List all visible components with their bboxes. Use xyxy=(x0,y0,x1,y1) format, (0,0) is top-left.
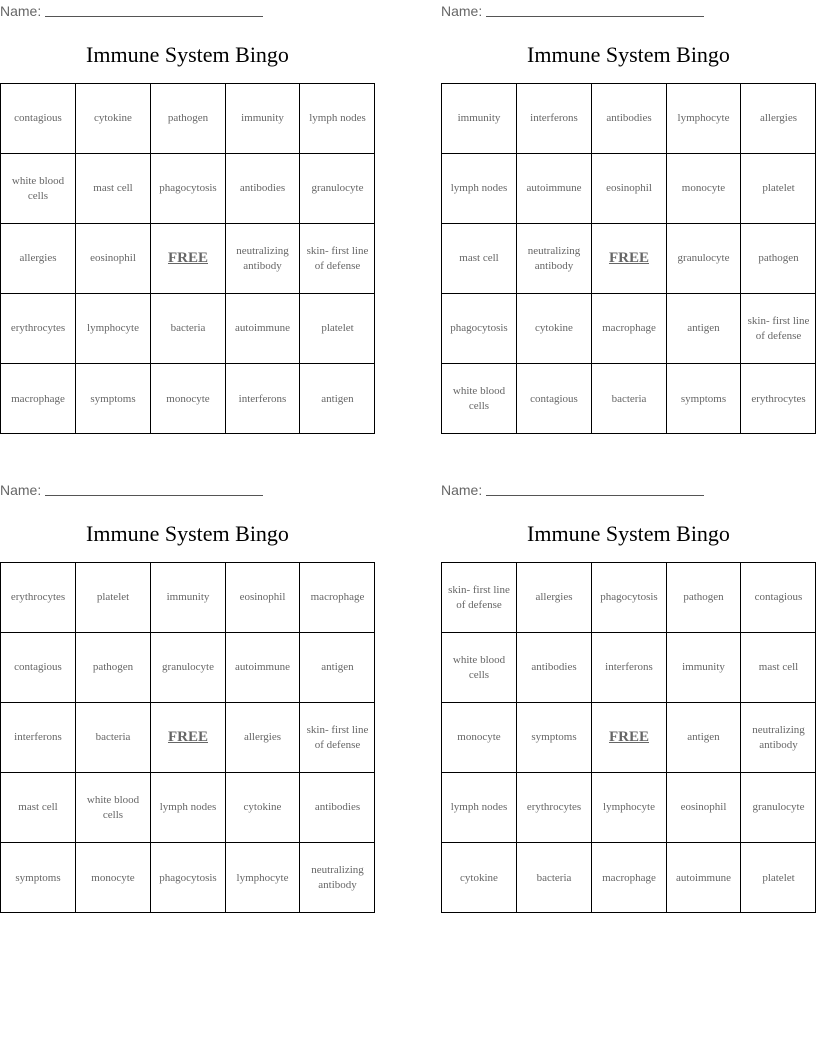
bingo-cell[interactable]: granulocyte xyxy=(300,154,375,224)
bingo-cell[interactable]: lymph nodes xyxy=(442,154,517,224)
bingo-cell[interactable]: interferons xyxy=(592,633,667,703)
bingo-cell[interactable]: lymphocyte xyxy=(226,843,300,913)
bingo-cell[interactable]: immunity xyxy=(442,84,517,154)
bingo-cell[interactable]: symptoms xyxy=(517,703,592,773)
bingo-card-3 xyxy=(0,479,375,919)
bingo-cell[interactable]: autoimmune xyxy=(667,843,741,913)
bingo-cell[interactable]: monocyte xyxy=(76,843,151,913)
bingo-cell[interactable]: immunity xyxy=(226,84,300,154)
bingo-cell[interactable]: symptoms xyxy=(76,364,151,434)
bingo-cell[interactable]: antibodies xyxy=(517,633,592,703)
bingo-cell[interactable]: mast cell xyxy=(1,773,76,843)
bingo-cell[interactable]: granulocyte xyxy=(741,773,816,843)
bingo-cell[interactable]: bacteria xyxy=(517,843,592,913)
bingo-cell[interactable]: lymphocyte xyxy=(667,84,741,154)
bingo-cell[interactable]: symptoms xyxy=(1,843,76,913)
free-space-cell[interactable]: FREE xyxy=(592,224,667,294)
bingo-cell[interactable]: pathogen xyxy=(151,84,226,154)
name-blank-line[interactable] xyxy=(45,16,263,17)
bingo-cell[interactable]: erythrocytes xyxy=(1,294,76,364)
bingo-cell[interactable]: macrophage xyxy=(300,563,375,633)
bingo-cell[interactable]: macrophage xyxy=(592,294,667,364)
bingo-grid xyxy=(0,562,375,913)
bingo-cell[interactable]: antigen xyxy=(300,633,375,703)
bingo-cell[interactable]: white blood cells xyxy=(76,773,151,843)
bingo-cell[interactable]: contagious xyxy=(741,563,816,633)
bingo-cell[interactable]: monocyte xyxy=(442,703,517,773)
bingo-cell[interactable]: immunity xyxy=(667,633,741,703)
bingo-cell[interactable]: antibodies xyxy=(226,154,300,224)
bingo-cell[interactable]: neutralizing antibody xyxy=(226,224,300,294)
bingo-cell[interactable]: eosinophil xyxy=(76,224,151,294)
bingo-cell[interactable]: antigen xyxy=(667,294,741,364)
bingo-cell[interactable]: erythrocytes xyxy=(517,773,592,843)
card-title: Immune System Bingo xyxy=(86,521,289,546)
free-space-cell[interactable]: FREE xyxy=(592,703,667,773)
name-label: Name: xyxy=(441,482,483,498)
bingo-cell[interactable]: contagious xyxy=(517,364,592,434)
bingo-cell[interactable]: white blood cells xyxy=(442,364,517,434)
bingo-cell[interactable]: macrophage xyxy=(592,843,667,913)
bingo-cell[interactable]: allergies xyxy=(226,703,300,773)
bingo-card-4 xyxy=(441,479,816,919)
bingo-cell[interactable]: cytokine xyxy=(442,843,517,913)
bingo-cell[interactable]: interferons xyxy=(226,364,300,434)
bingo-cell[interactable]: granulocyte xyxy=(667,224,741,294)
bingo-cell[interactable]: interferons xyxy=(517,84,592,154)
bingo-grid xyxy=(441,83,816,434)
bingo-cell[interactable]: platelet xyxy=(76,563,151,633)
bingo-cell[interactable]: phagocytosis xyxy=(151,154,226,224)
bingo-card-2 xyxy=(441,0,816,440)
bingo-cell[interactable]: antigen xyxy=(321,392,354,405)
bingo-cell[interactable]: erythrocytes xyxy=(751,392,806,405)
name-blank-line[interactable] xyxy=(45,495,263,496)
bingo-cell[interactable]: skin- first line of defense xyxy=(442,563,517,633)
bingo-cell[interactable]: phagocytosis xyxy=(151,843,226,913)
bingo-cell[interactable]: pathogen xyxy=(76,633,151,703)
name-blank-line[interactable] xyxy=(486,495,704,496)
bingo-cell[interactable]: eosinophil xyxy=(667,773,741,843)
bingo-cell[interactable]: lymphocyte xyxy=(76,294,151,364)
card-title: Immune System Bingo xyxy=(527,521,730,546)
bingo-cell[interactable]: pathogen xyxy=(741,224,816,294)
bingo-cell[interactable]: skin- first line of defense xyxy=(300,224,375,294)
bingo-cell[interactable]: skin- first line of defense xyxy=(741,294,816,364)
bingo-cell[interactable]: pathogen xyxy=(667,563,741,633)
bingo-cell[interactable]: platelet xyxy=(741,154,816,224)
bingo-cell[interactable]: neutralizing antibody xyxy=(311,864,364,891)
bingo-cell[interactable]: neutralizing antibody xyxy=(517,224,592,294)
free-space-cell[interactable]: FREE xyxy=(151,703,226,773)
name-blank-line[interactable] xyxy=(486,16,704,17)
card-title: Immune System Bingo xyxy=(527,42,730,67)
bingo-card-1 xyxy=(0,0,375,440)
bingo-cell[interactable]: lymph nodes xyxy=(300,84,375,154)
bingo-cell[interactable]: bacteria xyxy=(151,294,226,364)
bingo-cell[interactable]: lymph nodes xyxy=(442,773,517,843)
bingo-cell[interactable]: autoimmune xyxy=(517,154,592,224)
free-space-cell[interactable]: FREE xyxy=(151,224,226,294)
bingo-cell[interactable]: immunity xyxy=(151,563,226,633)
bingo-cell[interactable]: allergies xyxy=(1,224,76,294)
name-label: Name: xyxy=(0,482,42,498)
bingo-cell[interactable]: phagocytosis xyxy=(442,294,517,364)
bingo-cell[interactable]: interferons xyxy=(1,703,76,773)
bingo-cell[interactable]: monocyte xyxy=(151,364,226,434)
bingo-cell[interactable]: lymphocyte xyxy=(592,773,667,843)
bingo-cell[interactable]: monocyte xyxy=(667,154,741,224)
bingo-cell[interactable]: mast cell xyxy=(741,633,816,703)
name-label: Name: xyxy=(441,3,483,19)
name-label: Name: xyxy=(0,3,42,19)
bingo-cell[interactable]: eosinophil xyxy=(592,154,667,224)
bingo-cell[interactable]: allergies xyxy=(741,84,816,154)
bingo-grid xyxy=(0,83,375,434)
bingo-cell[interactable]: bacteria xyxy=(76,703,151,773)
bingo-cell[interactable]: platelet xyxy=(300,294,375,364)
bingo-cell[interactable]: phagocytosis xyxy=(592,563,667,633)
bingo-cell[interactable]: contagious xyxy=(1,633,76,703)
card-title: Immune System Bingo xyxy=(86,42,289,67)
bingo-cell[interactable]: lymph nodes xyxy=(151,773,226,843)
bingo-cell[interactable]: antigen xyxy=(667,703,741,773)
bingo-cell[interactable]: symptoms xyxy=(667,364,741,434)
bingo-cell[interactable]: mast cell xyxy=(442,224,517,294)
bingo-cell[interactable]: neutralizing antibody xyxy=(741,703,816,773)
bingo-cell[interactable]: bacteria xyxy=(592,364,667,434)
bingo-cell[interactable]: autoimmune xyxy=(226,633,300,703)
bingo-cell[interactable]: macrophage xyxy=(1,364,76,434)
bingo-cell[interactable]: erythrocytes xyxy=(1,563,76,633)
bingo-cell[interactable]: white blood cells xyxy=(1,154,76,224)
bingo-cell[interactable]: cytokine xyxy=(76,84,151,154)
bingo-cell[interactable]: granulocyte xyxy=(151,633,226,703)
bingo-cell[interactable]: eosinophil xyxy=(226,563,300,633)
bingo-cell[interactable]: cytokine xyxy=(517,294,592,364)
bingo-cell[interactable]: cytokine xyxy=(226,773,300,843)
bingo-cell[interactable]: antibodies xyxy=(592,84,667,154)
bingo-grid xyxy=(441,562,816,913)
bingo-cell[interactable]: white blood cells xyxy=(442,633,517,703)
bingo-cell[interactable]: allergies xyxy=(517,563,592,633)
bingo-cell[interactable]: platelet xyxy=(762,871,795,884)
bingo-cell[interactable]: mast cell xyxy=(76,154,151,224)
bingo-cell[interactable]: autoimmune xyxy=(226,294,300,364)
bingo-cell[interactable]: contagious xyxy=(1,84,76,154)
bingo-cell[interactable]: antibodies xyxy=(300,773,375,843)
bingo-cell[interactable]: skin- first line of defense xyxy=(300,703,375,773)
